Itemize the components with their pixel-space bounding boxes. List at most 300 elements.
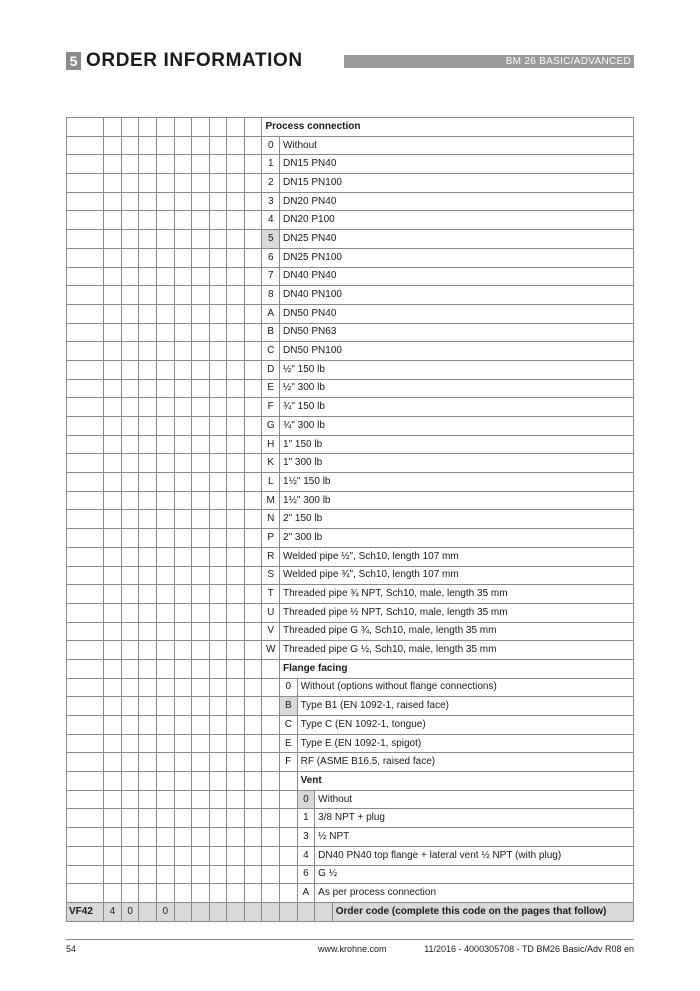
- section-number: 5: [66, 52, 81, 70]
- empty-cell: [174, 286, 192, 305]
- order-code-digit: [227, 902, 245, 921]
- option-description: DN50 PN63: [280, 323, 634, 342]
- empty-cell: [227, 846, 245, 865]
- empty-cell: [174, 379, 192, 398]
- empty-cell: [192, 547, 210, 566]
- empty-cell: [156, 753, 174, 772]
- empty-cell: [139, 286, 157, 305]
- option-code: 0: [262, 136, 280, 155]
- empty-cell: [209, 641, 227, 660]
- empty-cell: [104, 585, 122, 604]
- empty-cell: [67, 267, 104, 286]
- empty-cell: [174, 678, 192, 697]
- empty-cell: [139, 585, 157, 604]
- option-code: N: [262, 510, 280, 529]
- empty-cell: [104, 603, 122, 622]
- empty-cell: [209, 772, 227, 791]
- empty-cell: [209, 603, 227, 622]
- empty-cell: [244, 884, 262, 903]
- option-description: Welded pipe ½", Sch10, length 107 mm: [280, 547, 634, 566]
- option-description: ½ NPT: [315, 828, 634, 847]
- empty-cell: [156, 716, 174, 735]
- empty-cell: [227, 417, 245, 436]
- empty-cell: [244, 566, 262, 585]
- empty-cell: [139, 566, 157, 585]
- empty-cell: [156, 155, 174, 174]
- empty-cell: [192, 398, 210, 417]
- empty-cell: [280, 790, 298, 809]
- option-code: 6: [297, 865, 315, 884]
- empty-cell: [104, 846, 122, 865]
- option-code: R: [262, 547, 280, 566]
- page-number: 54: [66, 944, 77, 954]
- option-code: 2: [262, 174, 280, 193]
- table-row: [67, 267, 634, 286]
- empty-cell: [156, 772, 174, 791]
- empty-cell: [209, 211, 227, 230]
- empty-cell: [67, 248, 104, 267]
- empty-cell: [139, 529, 157, 548]
- empty-cell: [67, 286, 104, 305]
- empty-cell: [192, 865, 210, 884]
- empty-cell: [174, 192, 192, 211]
- empty-cell: [192, 473, 210, 492]
- empty-cell: [67, 884, 104, 903]
- empty-cell: [67, 809, 104, 828]
- empty-cell: [121, 417, 139, 436]
- order-code-table: [66, 117, 634, 922]
- empty-cell: [139, 734, 157, 753]
- empty-cell: [104, 286, 122, 305]
- empty-cell: [104, 230, 122, 249]
- empty-cell: [244, 248, 262, 267]
- option-description: Type B1 (EN 1092-1, raised face): [297, 697, 633, 716]
- option-description: DN50 PN100: [280, 342, 634, 361]
- empty-cell: [244, 697, 262, 716]
- table-row: [67, 641, 634, 660]
- option-description: 2" 300 lb: [280, 529, 634, 548]
- empty-cell: [67, 790, 104, 809]
- empty-cell: [139, 417, 157, 436]
- empty-cell: [244, 155, 262, 174]
- empty-cell: [104, 529, 122, 548]
- empty-cell: [174, 697, 192, 716]
- empty-cell: [174, 603, 192, 622]
- empty-cell: [244, 772, 262, 791]
- order-code-digit: [139, 902, 157, 921]
- empty-cell: [192, 136, 210, 155]
- empty-cell: [139, 136, 157, 155]
- empty-cell: [209, 248, 227, 267]
- empty-cell: [104, 641, 122, 660]
- option-code: 4: [297, 846, 315, 865]
- empty-cell: [121, 716, 139, 735]
- empty-cell: [244, 809, 262, 828]
- empty-cell: [209, 192, 227, 211]
- table-row: [67, 342, 634, 361]
- empty-cell: [192, 360, 210, 379]
- empty-cell: [244, 716, 262, 735]
- option-code: 5: [262, 230, 280, 249]
- empty-cell: [244, 417, 262, 436]
- empty-cell: [104, 454, 122, 473]
- empty-cell: [209, 136, 227, 155]
- empty-cell: [139, 230, 157, 249]
- table-row: [67, 566, 634, 585]
- empty-cell: [227, 118, 245, 137]
- empty-cell: [121, 846, 139, 865]
- empty-cell: [139, 473, 157, 492]
- empty-cell: [227, 716, 245, 735]
- empty-cell: [192, 566, 210, 585]
- table-row: [67, 884, 634, 903]
- empty-cell: [121, 473, 139, 492]
- empty-cell: [192, 809, 210, 828]
- empty-cell: [156, 398, 174, 417]
- empty-cell: [156, 360, 174, 379]
- empty-cell: [139, 678, 157, 697]
- empty-cell: [121, 398, 139, 417]
- empty-cell: [192, 267, 210, 286]
- empty-cell: [262, 753, 280, 772]
- empty-cell: [244, 118, 262, 137]
- empty-cell: [139, 603, 157, 622]
- option-code: 4: [262, 211, 280, 230]
- empty-cell: [209, 566, 227, 585]
- option-code: 7: [262, 267, 280, 286]
- empty-cell: [280, 772, 298, 791]
- empty-cell: [104, 435, 122, 454]
- empty-cell: [174, 342, 192, 361]
- empty-cell: [174, 435, 192, 454]
- empty-cell: [121, 622, 139, 641]
- empty-cell: [156, 230, 174, 249]
- empty-cell: [192, 323, 210, 342]
- order-code-digit: 4: [104, 902, 122, 921]
- order-code-digit: 0: [156, 902, 174, 921]
- empty-cell: [192, 454, 210, 473]
- option-description: RF (ASME B16.5, raised face): [297, 753, 633, 772]
- empty-cell: [174, 753, 192, 772]
- empty-cell: [104, 753, 122, 772]
- empty-cell: [121, 603, 139, 622]
- option-code: C: [262, 342, 280, 361]
- table-row: [67, 136, 634, 155]
- option-description: DN40 PN40 top flange + lateral vent ½ NPT (with plug): [315, 846, 634, 865]
- empty-cell: [139, 454, 157, 473]
- empty-cell: [192, 342, 210, 361]
- empty-cell: [209, 790, 227, 809]
- option-description: DN20 PN40: [280, 192, 634, 211]
- empty-cell: [104, 192, 122, 211]
- empty-cell: [227, 342, 245, 361]
- table-row: [67, 753, 634, 772]
- empty-cell: [121, 323, 139, 342]
- empty-cell: [67, 697, 104, 716]
- empty-cell: [227, 248, 245, 267]
- empty-cell: [209, 809, 227, 828]
- option-code: T: [262, 585, 280, 604]
- empty-cell: [156, 678, 174, 697]
- empty-cell: [209, 342, 227, 361]
- empty-cell: [280, 828, 298, 847]
- empty-cell: [209, 360, 227, 379]
- empty-cell: [67, 155, 104, 174]
- empty-cell: [156, 659, 174, 678]
- empty-cell: [104, 491, 122, 510]
- empty-cell: [174, 323, 192, 342]
- empty-cell: [174, 118, 192, 137]
- empty-cell: [192, 622, 210, 641]
- empty-cell: [174, 230, 192, 249]
- empty-cell: [121, 211, 139, 230]
- empty-cell: [244, 828, 262, 847]
- empty-cell: [209, 304, 227, 323]
- empty-cell: [244, 323, 262, 342]
- table-row: [67, 360, 634, 379]
- empty-cell: [227, 267, 245, 286]
- empty-cell: [104, 304, 122, 323]
- empty-cell: [209, 865, 227, 884]
- empty-cell: [139, 398, 157, 417]
- empty-cell: [174, 772, 192, 791]
- empty-cell: [192, 192, 210, 211]
- empty-cell: [174, 454, 192, 473]
- table-row: [67, 547, 634, 566]
- empty-cell: [209, 454, 227, 473]
- empty-cell: [227, 697, 245, 716]
- empty-cell: [156, 473, 174, 492]
- empty-cell: [227, 286, 245, 305]
- empty-cell: [209, 529, 227, 548]
- empty-cell: [67, 192, 104, 211]
- empty-cell: [227, 454, 245, 473]
- option-code: 3: [297, 828, 315, 847]
- option-description: 1" 300 lb: [280, 454, 634, 473]
- empty-cell: [244, 622, 262, 641]
- empty-cell: [244, 734, 262, 753]
- empty-cell: [121, 230, 139, 249]
- empty-cell: [227, 790, 245, 809]
- empty-cell: [104, 118, 122, 137]
- empty-cell: [156, 529, 174, 548]
- empty-cell: [139, 510, 157, 529]
- empty-cell: [280, 846, 298, 865]
- empty-cell: [104, 136, 122, 155]
- empty-cell: [192, 211, 210, 230]
- empty-cell: [156, 641, 174, 660]
- table-row: [67, 622, 634, 641]
- table-row: [67, 155, 634, 174]
- empty-cell: [227, 772, 245, 791]
- empty-cell: [209, 118, 227, 137]
- empty-cell: [104, 155, 122, 174]
- order-code-label: Order code (complete this code on the pages that follow): [332, 902, 633, 921]
- empty-cell: [121, 192, 139, 211]
- option-description: Threaded pipe G ½, Sch10, male, length 35 mm: [280, 641, 634, 660]
- option-code: B: [280, 697, 298, 716]
- empty-cell: [67, 398, 104, 417]
- empty-cell: [121, 659, 139, 678]
- empty-cell: [156, 846, 174, 865]
- empty-cell: [67, 772, 104, 791]
- empty-cell: [139, 323, 157, 342]
- option-code: H: [262, 435, 280, 454]
- empty-cell: [244, 865, 262, 884]
- empty-cell: [139, 304, 157, 323]
- empty-cell: [244, 211, 262, 230]
- empty-cell: [104, 267, 122, 286]
- empty-cell: [156, 136, 174, 155]
- table-row: [67, 398, 634, 417]
- empty-cell: [192, 603, 210, 622]
- table-row: [67, 846, 634, 865]
- empty-cell: [67, 585, 104, 604]
- empty-cell: [227, 641, 245, 660]
- empty-cell: [156, 865, 174, 884]
- empty-cell: [227, 566, 245, 585]
- option-description: Threaded pipe ¾ NPT, Sch10, male, length 35 mm: [280, 585, 634, 604]
- empty-cell: [121, 585, 139, 604]
- empty-cell: [209, 417, 227, 436]
- empty-cell: [156, 828, 174, 847]
- empty-cell: [174, 659, 192, 678]
- empty-cell: [262, 659, 280, 678]
- option-description: Without: [315, 790, 634, 809]
- empty-cell: [192, 678, 210, 697]
- option-code: A: [297, 884, 315, 903]
- empty-cell: [244, 360, 262, 379]
- empty-cell: [67, 716, 104, 735]
- empty-cell: [227, 585, 245, 604]
- empty-cell: [209, 398, 227, 417]
- empty-cell: [104, 417, 122, 436]
- empty-cell: [227, 659, 245, 678]
- empty-cell: [227, 678, 245, 697]
- empty-cell: [209, 510, 227, 529]
- option-description: 1½" 150 lb: [280, 473, 634, 492]
- empty-cell: [139, 753, 157, 772]
- empty-cell: [156, 510, 174, 529]
- empty-cell: [209, 155, 227, 174]
- option-description: Type E (EN 1092-1, spigot): [297, 734, 633, 753]
- empty-cell: [244, 473, 262, 492]
- empty-cell: [156, 435, 174, 454]
- footer-website: www.krohne.com: [318, 944, 387, 954]
- vent-heading-row: [67, 772, 634, 791]
- option-code: 0: [280, 678, 298, 697]
- option-description: ½" 300 lb: [280, 379, 634, 398]
- empty-cell: [244, 398, 262, 417]
- option-description: 3/8 NPT + plug: [315, 809, 634, 828]
- empty-cell: [192, 155, 210, 174]
- empty-cell: [244, 304, 262, 323]
- empty-cell: [67, 211, 104, 230]
- empty-cell: [244, 790, 262, 809]
- order-code-digit: [209, 902, 227, 921]
- empty-cell: [104, 734, 122, 753]
- empty-cell: [174, 417, 192, 436]
- empty-cell: [139, 342, 157, 361]
- empty-cell: [67, 136, 104, 155]
- empty-cell: [209, 547, 227, 566]
- empty-cell: [192, 529, 210, 548]
- empty-cell: [121, 828, 139, 847]
- empty-cell: [121, 286, 139, 305]
- empty-cell: [174, 547, 192, 566]
- document-name: BM 26 BASIC/ADVANCED: [505, 56, 631, 67]
- empty-cell: [156, 809, 174, 828]
- table-row: [67, 491, 634, 510]
- empty-cell: [174, 155, 192, 174]
- empty-cell: [227, 734, 245, 753]
- empty-cell: [192, 304, 210, 323]
- empty-cell: [262, 865, 280, 884]
- option-code: S: [262, 566, 280, 585]
- empty-cell: [67, 118, 104, 137]
- empty-cell: [244, 286, 262, 305]
- option-code: A: [262, 304, 280, 323]
- empty-cell: [227, 622, 245, 641]
- empty-cell: [104, 622, 122, 641]
- empty-cell: [192, 753, 210, 772]
- empty-cell: [192, 379, 210, 398]
- empty-cell: [174, 716, 192, 735]
- empty-cell: [156, 192, 174, 211]
- option-description: As per process connection: [315, 884, 634, 903]
- empty-cell: [104, 379, 122, 398]
- empty-cell: [104, 248, 122, 267]
- empty-cell: [227, 136, 245, 155]
- empty-cell: [139, 884, 157, 903]
- empty-cell: [121, 753, 139, 772]
- empty-cell: [156, 697, 174, 716]
- empty-cell: [244, 136, 262, 155]
- empty-cell: [156, 342, 174, 361]
- empty-cell: [244, 230, 262, 249]
- order-code-digit: 0: [121, 902, 139, 921]
- empty-cell: [104, 865, 122, 884]
- empty-cell: [121, 809, 139, 828]
- empty-cell: [67, 230, 104, 249]
- option-code: E: [262, 379, 280, 398]
- empty-cell: [139, 659, 157, 678]
- empty-cell: [104, 772, 122, 791]
- empty-cell: [121, 734, 139, 753]
- empty-cell: [209, 267, 227, 286]
- empty-cell: [156, 267, 174, 286]
- order-code-digit: [192, 902, 210, 921]
- empty-cell: [209, 473, 227, 492]
- empty-cell: [139, 622, 157, 641]
- empty-cell: [227, 174, 245, 193]
- empty-cell: [227, 809, 245, 828]
- empty-cell: [244, 267, 262, 286]
- option-description: Without (options without flange connections): [297, 678, 633, 697]
- empty-cell: [139, 192, 157, 211]
- process-connection-heading: Process connection: [262, 118, 634, 137]
- option-code: P: [262, 529, 280, 548]
- empty-cell: [67, 566, 104, 585]
- order-code-digit: [297, 902, 315, 921]
- empty-cell: [139, 828, 157, 847]
- empty-cell: [262, 678, 280, 697]
- empty-cell: [139, 772, 157, 791]
- empty-cell: [121, 697, 139, 716]
- empty-cell: [174, 585, 192, 604]
- empty-cell: [67, 174, 104, 193]
- empty-cell: [244, 846, 262, 865]
